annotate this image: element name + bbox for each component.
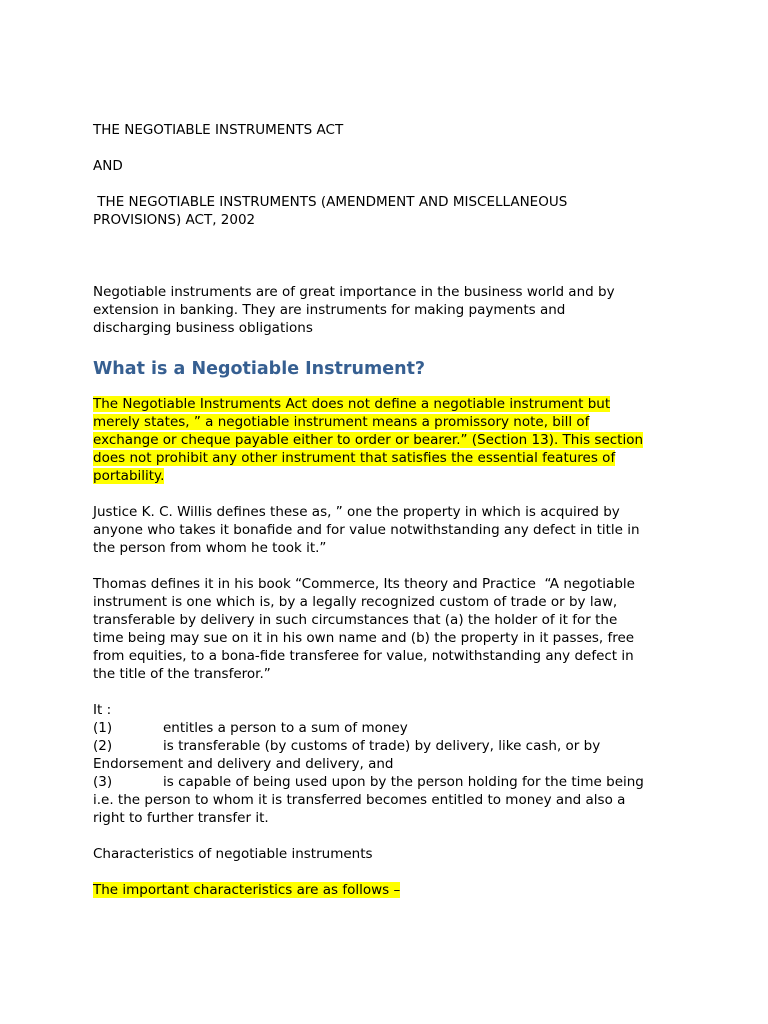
intro-line: discharging business obligations	[93, 320, 313, 336]
list-number: (2)	[93, 738, 113, 754]
thomas-line: Thomas defines it in his book “Commerce, Its theory and Practice “A negotiable	[93, 576, 635, 592]
list-item-3-cont: right to further transfer it.	[93, 810, 269, 826]
willis-line: anyone who takes it bonafide and for value notwithstanding any defect in title in	[93, 522, 640, 538]
list-item-2	[93, 737, 683, 755]
thomas-line: instrument is one which is, by a legally recognized custom of trade or by law,	[93, 594, 618, 610]
thomas-line: transferable by delivery in such circumstances that (a) the holder of it for the	[93, 612, 618, 628]
willis-line: the person from whom he took it.”	[93, 540, 327, 556]
highlighted-line: exchange or cheque payable either to order or bearer.” (Section 13). This section	[93, 432, 644, 448]
section-heading: What is a Negotiable Instrument?	[93, 359, 426, 379]
willis-paragraph	[93, 503, 683, 557]
highlighted-line: portability.	[93, 468, 165, 484]
characteristics-line: Characteristics of negotiable instruments	[93, 846, 373, 862]
title-line-3b: PROVISIONS) ACT, 2002	[93, 212, 256, 228]
list-item-2-cont: Endorsement and delivery and delivery, and	[93, 756, 394, 772]
thomas-line: from equities, to a bona-fide transferee for value, notwithstanding any defect in	[93, 648, 634, 664]
list-text: is transferable (by customs of trade) by delivery, like cash, or by	[163, 738, 601, 754]
highlighted-line: The Negotiable Instruments Act does not define a negotiable instrument but	[93, 396, 611, 412]
highlighted-line: merely states, ” a negotiable instrument means a promissory note, bill of	[93, 414, 590, 430]
list-text: is capable of being used upon by the person holding for the time being	[163, 774, 644, 790]
highlighted-line: does not prohibit any other instrument that satisfies the essential features of	[93, 450, 616, 466]
definition-paragraph	[93, 395, 683, 485]
list-number: (3)	[93, 774, 113, 790]
thomas-paragraph	[93, 575, 683, 683]
list-number: (1)	[93, 720, 113, 736]
title-line-and: AND	[93, 158, 123, 174]
it-list	[93, 701, 683, 827]
list-item-3-cont: i.e. the person to whom it is transferred becomes entitled to money and also a	[93, 792, 626, 808]
thomas-line: the title of the transferor.”	[93, 666, 271, 682]
list-text: entitles a person to a sum of money	[163, 720, 408, 736]
it-label: It :	[93, 702, 112, 718]
thomas-line: time being may sue on it in his own name and (b) the property in it passes, free	[93, 630, 635, 646]
list-item-3	[93, 773, 683, 791]
document-page	[93, 121, 683, 899]
willis-line: Justice K. C. Willis defines these as, ” one the property in which is acquired by	[93, 504, 620, 520]
intro-line: extension in banking. They are instruments for making payments and	[93, 302, 566, 318]
intro-line: Negotiable instruments are of great importance in the business world and by	[93, 284, 615, 300]
list-item-1	[93, 719, 683, 737]
title-line-3a: THE NEGOTIABLE INSTRUMENTS (AMENDMENT AND MISCELLANEOUS	[93, 194, 568, 210]
intro-paragraph	[93, 283, 683, 337]
important-line: The important characteristics are as follows –	[93, 882, 401, 898]
title-line-1: THE NEGOTIABLE INSTRUMENTS ACT	[93, 122, 344, 138]
